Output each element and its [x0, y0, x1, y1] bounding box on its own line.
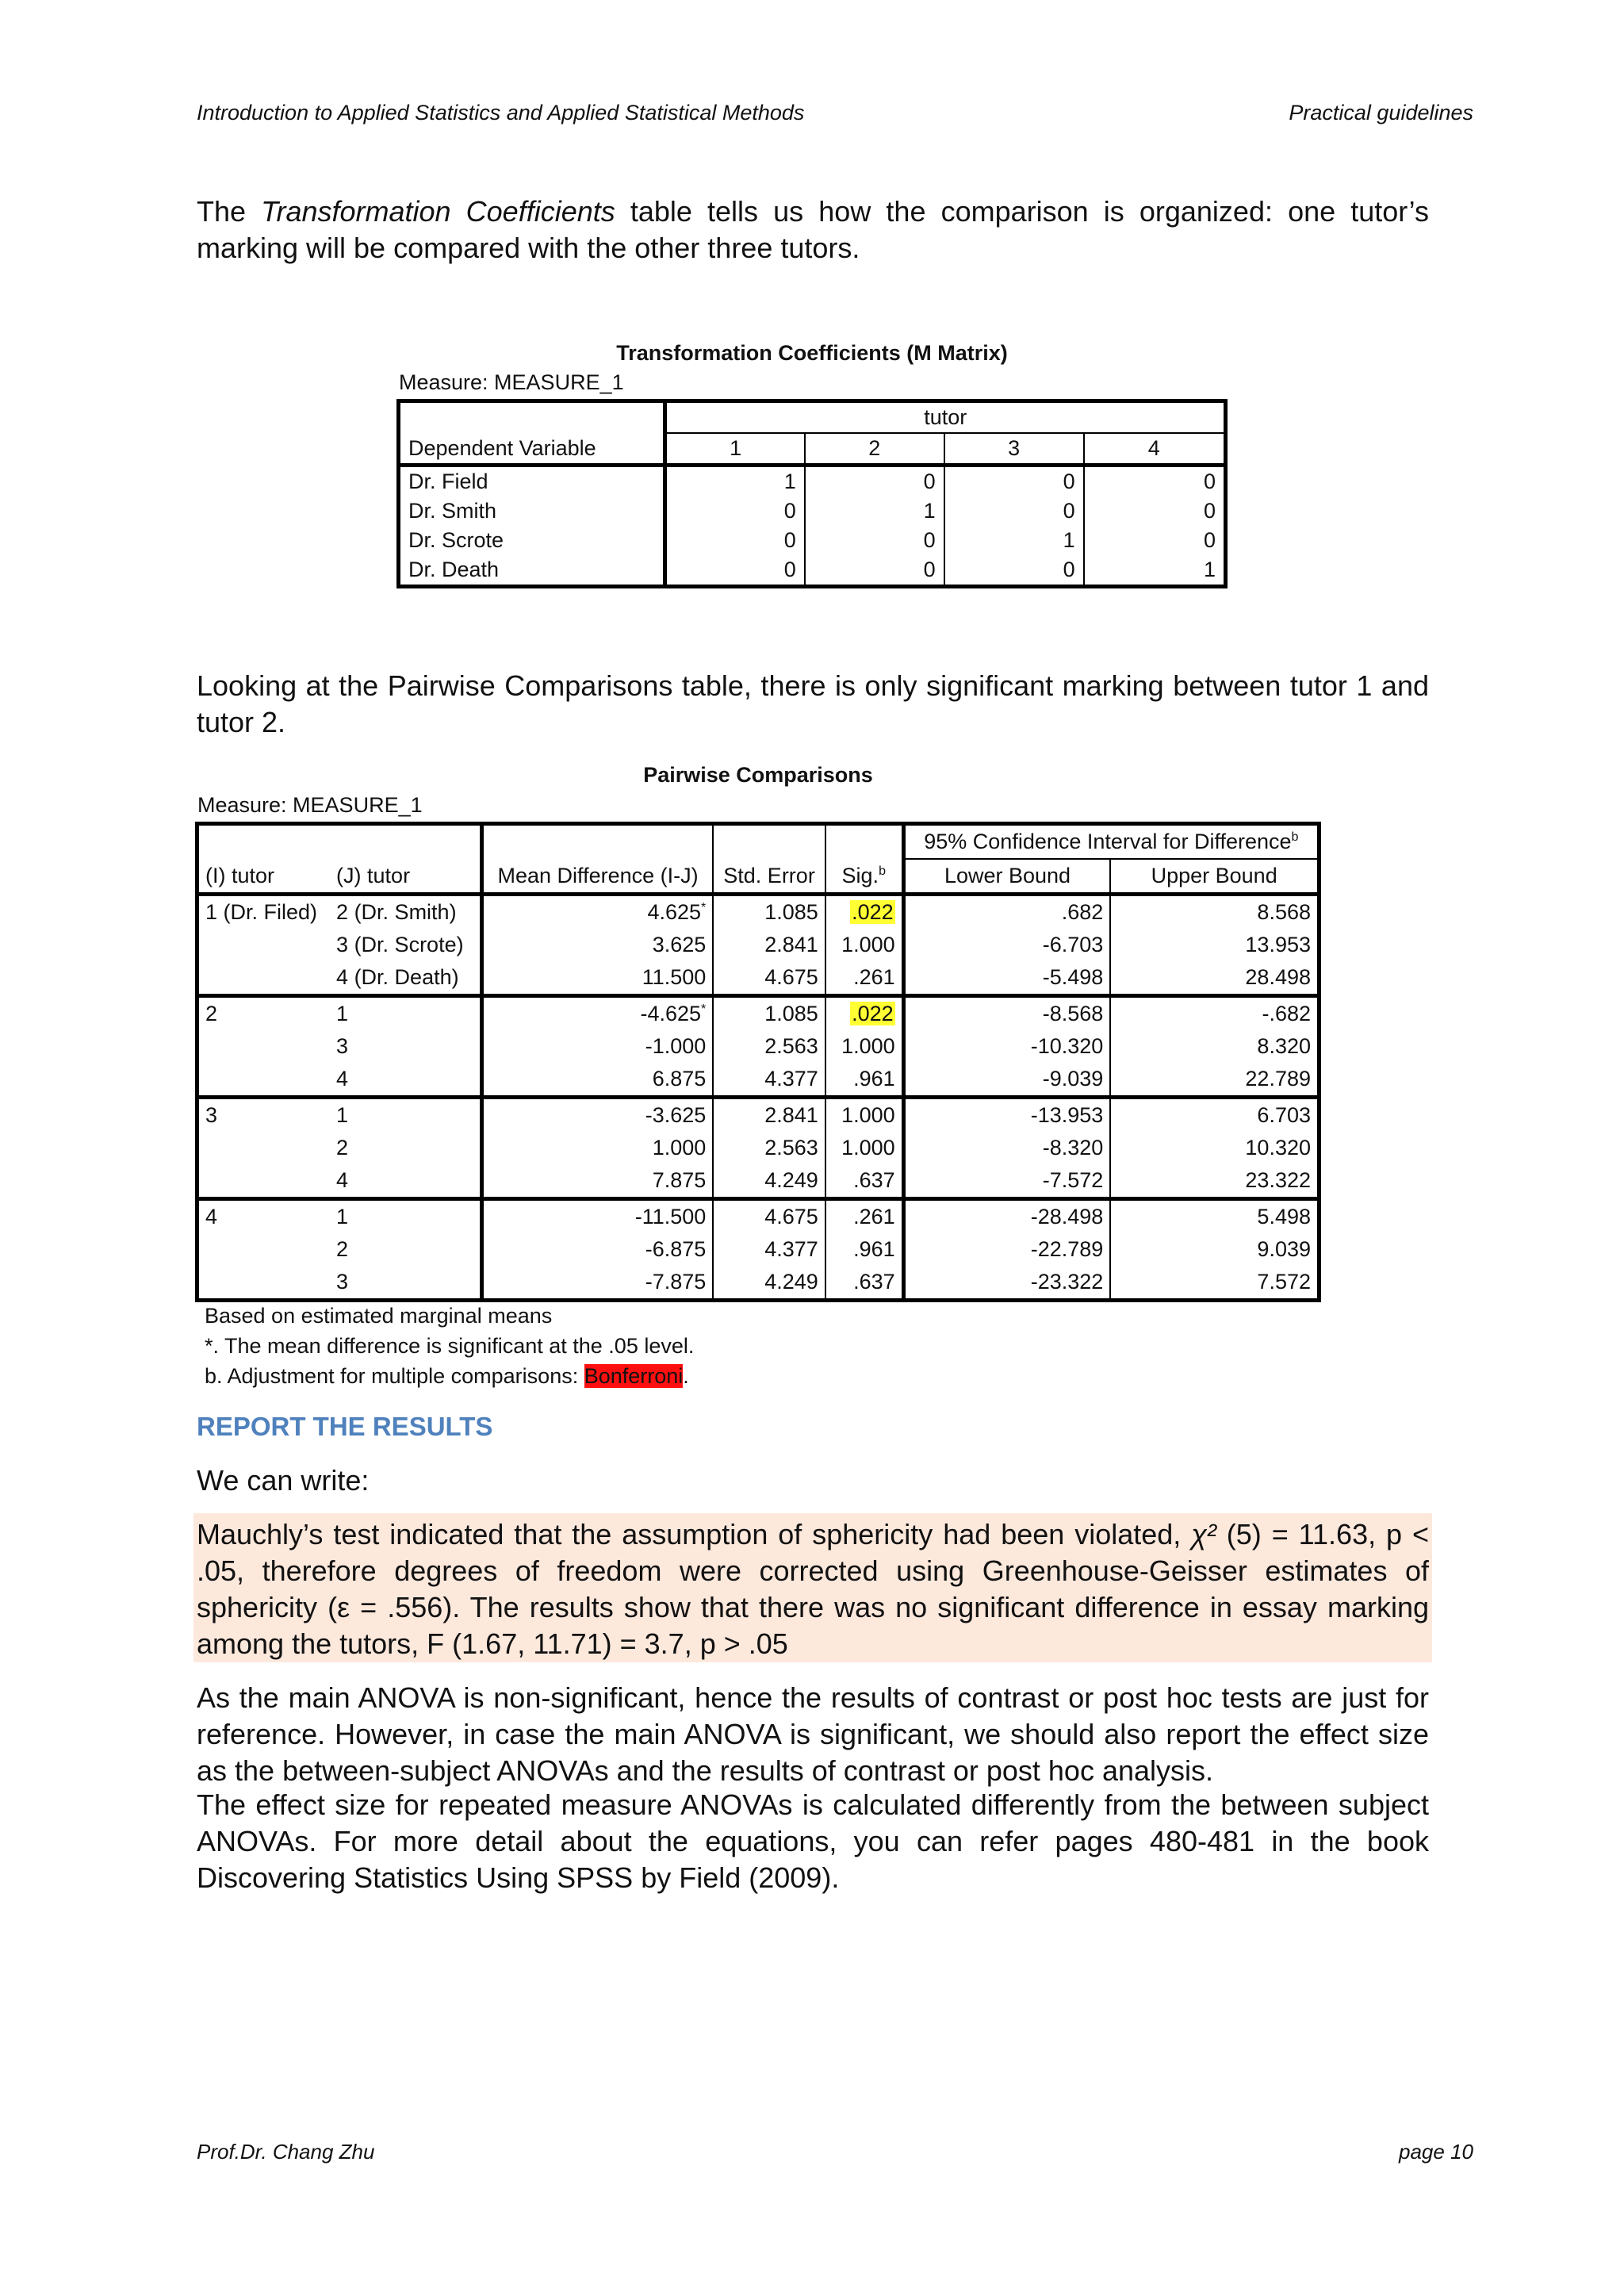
pw-i-tutor: 3: [197, 1098, 331, 1133]
pw-std-error: 1.085: [713, 895, 825, 930]
pw-empty: [481, 824, 713, 860]
pw-mean-diff: [481, 1132, 713, 1164]
report-heading: REPORT THE RESULTS: [197, 1412, 493, 1441]
pw-mean-diff-value: 1.000: [652, 1136, 707, 1159]
tc-cell: 1: [805, 496, 944, 526]
running-header-title: Introduction to Applied Statistics and Applied Statistical Methods: [197, 101, 805, 125]
pw-j-tutor: 2 (Dr. Smith): [330, 895, 481, 930]
pw-lower-bound: -7.572: [903, 1164, 1110, 1199]
pw-sig: [825, 929, 903, 961]
tc-col-header: 3: [944, 433, 1084, 466]
intro-paragraph: [197, 194, 1429, 266]
pw-header-j: (J) tutor: [330, 859, 481, 895]
pw-sig-value: .022: [852, 900, 894, 924]
pairwise-comparisons-table: [195, 822, 1321, 1302]
pw-i-tutor: 2: [197, 996, 331, 1031]
pw-upper-bound: 23.322: [1245, 1168, 1311, 1192]
note-marginal-means: Based on estimated marginal means: [205, 1304, 553, 1328]
pw-std-error: 1.085: [713, 996, 825, 1031]
pw-lower-bound: -8.568: [903, 996, 1110, 1031]
pw-body: [197, 895, 1320, 1301]
pw-upper-bound: 13.953: [1245, 933, 1311, 956]
anova-paragraph: As the main ANOVA is non-significant, hence the results of contrast or post hoc tests are just for reference. However, in case the main ANOVA is significant, we should also report the effect size as the between-subject ANOVAs and the results of contrast or post hoc analysis.: [197, 1681, 1429, 1787]
pw-header-mean: Mean Difference (I-J): [481, 859, 713, 895]
pairwise-table-title: Pairwise Comparisons: [643, 763, 873, 787]
pw-lower-bound: -9.039: [903, 1063, 1110, 1098]
pw-mean-diff: [481, 1199, 713, 1234]
pw-mean-diff-value: 6.875: [652, 1067, 707, 1091]
table-row: [197, 895, 1320, 930]
table-row: [197, 996, 1320, 1031]
pw-sig-footnote-mark: b: [879, 864, 886, 878]
tc-cell: 0: [805, 526, 944, 555]
pw-std-error: 4.377: [713, 1233, 825, 1266]
pw-upper-bound: 8.320: [1257, 1034, 1311, 1058]
pw-sig: [825, 1266, 903, 1301]
table-row: [197, 1030, 1320, 1063]
table-row: [197, 1132, 1320, 1164]
pw-sig: [825, 1063, 903, 1098]
tc-cell: 0: [805, 555, 944, 587]
pw-mean-diff-value: -11.500: [634, 1205, 707, 1228]
pw-mean-diff: [481, 1030, 713, 1063]
pw-header-lower: Lower Bound: [903, 859, 1110, 895]
pairwise-notes: [205, 1301, 694, 1391]
table-row: [399, 555, 1226, 587]
table-row: [197, 1063, 1320, 1098]
pw-i-tutor: [197, 1132, 331, 1164]
pw-lower-bound: .682: [903, 895, 1110, 930]
running-header-section: Practical guidelines: [1289, 101, 1473, 125]
table-row: [197, 1266, 1320, 1301]
pw-mean-diff-value: 3.625: [652, 933, 707, 956]
we-can-write: We can write:: [197, 1464, 370, 1497]
pw-mean-diff-value: 7.875: [652, 1168, 707, 1192]
pw-std-error: 2.563: [713, 1030, 825, 1063]
pw-mean-diff-value: -6.875: [645, 1237, 707, 1261]
pw-std-error: 4.249: [713, 1164, 825, 1199]
pw-i-tutor: [197, 929, 331, 961]
tc-cell: 0: [1203, 470, 1216, 493]
pw-mean-diff: [481, 895, 713, 930]
tc-dv-header: Dependent Variable: [399, 433, 665, 466]
pw-std-error: 2.563: [713, 1132, 825, 1164]
pw-i-tutor: 4: [197, 1199, 331, 1234]
pw-upper-bound: 9.039: [1257, 1237, 1311, 1261]
pw-std-error: 4.377: [713, 1063, 825, 1098]
note-adjustment-end: .: [683, 1364, 689, 1388]
pw-sig-value: .637: [853, 1270, 895, 1294]
transformation-table-title: Transformation Coefficients (M Matrix): [616, 341, 1008, 365]
pw-sig: [825, 996, 903, 1031]
pw-upper-bound: 6.703: [1110, 1098, 1319, 1133]
table-row: [197, 929, 1320, 961]
pairwise-intro-paragraph: Looking at the Pairwise Comparisons table, there is only significant marking between tutor 1 and tutor 2.: [197, 669, 1429, 738]
results-text-post: (5) = 11.63, p < .05, therefore degrees of freedom were corrected using Greenhouse-Geisser estimates of sphericity (ε = .556). The results show that there was no significant difference in essay marking among the tutors, F (1.67, 11.71) = 3.7, p > .05: [197, 1518, 1429, 1660]
tc-cell: 1: [944, 526, 1084, 555]
pw-upper-bound: 5.498: [1110, 1199, 1319, 1234]
pw-header-sig-text: Sig.: [841, 863, 879, 887]
pw-lower-bound: -22.789: [903, 1233, 1110, 1266]
pw-sig-value: .961: [853, 1237, 895, 1261]
pw-mean-diff-value: -4.625: [640, 1002, 702, 1025]
intro-text-pre: The: [197, 195, 262, 228]
pw-std-error: 4.675: [713, 1199, 825, 1234]
pw-i-tutor: [197, 1233, 331, 1266]
transformation-coefficients-table: [396, 399, 1228, 588]
pw-header-sig: [825, 859, 903, 895]
pw-sig: [825, 961, 903, 996]
pw-sig-value: 1.000: [841, 933, 895, 956]
pw-i-tutor: [197, 1164, 331, 1199]
pw-sig-value: .022: [852, 1002, 894, 1025]
table-row: [197, 961, 1320, 996]
pw-i-tutor: [197, 1266, 331, 1301]
tc-corner: [399, 401, 665, 434]
pw-mean-diff: [481, 1233, 713, 1266]
pw-j-tutor: 3 (Dr. Scrote): [330, 929, 481, 961]
pw-mean-diff-value: 4.625: [647, 900, 702, 924]
pw-j-tutor: 1: [330, 996, 481, 1031]
tc-cell: 0: [944, 496, 1084, 526]
pw-lower-bound: -10.320: [903, 1030, 1110, 1063]
table-row: [399, 526, 1226, 555]
pw-j-tutor: 2: [330, 1132, 481, 1164]
pw-j-tutor: 1: [330, 1199, 481, 1234]
pw-i-tutor: 1 (Dr. Filed): [205, 900, 318, 924]
pw-lower-bound: -5.498: [903, 961, 1110, 996]
tc-group-header: tutor: [665, 401, 1226, 434]
pw-sig-value: 1.000: [841, 1034, 895, 1058]
pairwise-table-measure: Measure: MEASURE_1: [197, 793, 423, 817]
pw-mean-diff-value: -3.625: [645, 1103, 707, 1127]
chi-square-symbol: χ²: [1191, 1518, 1216, 1550]
pw-mean-diff: [481, 961, 713, 996]
table-row: [197, 1098, 1320, 1133]
note-significance: *. The mean difference is significant at the .05 level.: [205, 1334, 695, 1358]
pw-j-tutor: 4: [330, 1063, 481, 1098]
table-row: [197, 1233, 1320, 1266]
tc-cell: 0: [1203, 528, 1216, 552]
tc-cell: 0: [665, 555, 805, 587]
tc-cell: 0: [805, 466, 944, 497]
intro-text-post: table tells us how the comparison is organized: one tutor’s marking will be compared with the other three tutors.: [197, 195, 1429, 264]
pw-mean-diff: [481, 996, 713, 1031]
pw-std-error: 2.841: [713, 1098, 825, 1133]
tc-cell: 0: [665, 496, 805, 526]
pw-corner: [197, 824, 482, 860]
tc-cell: 0: [944, 466, 1084, 497]
intro-text-italic: Transformation Coefficients: [261, 195, 615, 228]
pw-mean-diff: [481, 1098, 713, 1133]
tc-row-label: Dr. Death: [399, 555, 665, 587]
pw-sig-value: .637: [853, 1168, 895, 1192]
pw-mean-diff-value: -7.875: [645, 1270, 707, 1294]
results-paragraph: [197, 1516, 1429, 1662]
pw-sig-value: .261: [853, 1205, 895, 1228]
pw-sig-value: .261: [853, 965, 895, 989]
pw-ci-header-text: 95% Confidence Interval for Difference: [924, 830, 1292, 853]
pw-header-se: Std. Error: [713, 859, 825, 895]
pw-empty: [825, 824, 903, 860]
pw-std-error: 4.249: [713, 1266, 825, 1301]
pw-lower-bound: -23.322: [903, 1266, 1110, 1301]
pw-sig-value: 1.000: [841, 1103, 895, 1127]
pw-upper-bound: -.682: [1110, 996, 1319, 1031]
pw-mean-diff-value: 11.500: [642, 965, 707, 989]
pw-mean-diff: [481, 1164, 713, 1199]
results-text-pre: Mauchly’s test indicated that the assumption of sphericity had been violated,: [197, 1518, 1192, 1550]
pw-header-i: (I) tutor: [197, 859, 331, 895]
pw-std-error: 4.675: [713, 961, 825, 996]
pw-sig: [825, 1233, 903, 1266]
footer-page-number: page 10: [1399, 2140, 1473, 2164]
pw-j-tutor: 3: [330, 1030, 481, 1063]
pw-i-tutor: [197, 961, 331, 996]
pw-sig-value: .961: [853, 1067, 895, 1091]
pw-significance-mark: *: [701, 1002, 707, 1016]
pw-sig: [825, 1098, 903, 1133]
pw-j-tutor: 4 (Dr. Death): [330, 961, 481, 996]
pw-upper-bound: 28.498: [1245, 965, 1311, 989]
pw-mean-diff: [481, 929, 713, 961]
table-row: [399, 496, 1226, 526]
pw-upper-bound: 10.320: [1245, 1136, 1311, 1159]
table-row: [197, 1164, 1320, 1199]
tc-col-header: 4: [1084, 433, 1226, 466]
pw-sig: [825, 1030, 903, 1063]
pw-lower-bound: -8.320: [903, 1132, 1110, 1164]
tc-cell: 1: [1203, 558, 1216, 581]
tc-cell: 0: [665, 526, 805, 555]
table-row: [399, 466, 1226, 497]
pw-mean-diff: [481, 1063, 713, 1098]
pw-lower-bound: -6.703: [903, 929, 1110, 961]
pw-ci-header: [903, 824, 1319, 860]
effect-size-paragraph: The effect size for repeated measure ANOVAs is calculated differently from the between subject ANOVAs. For more detail about the equations, you can refer pages 480-481 in the book Discovering Statistics Using SPSS by Field (2009).: [197, 1788, 1429, 1894]
tc-col-header: 2: [805, 433, 944, 466]
tc-cell: 0: [1203, 499, 1216, 523]
pw-sig-value: 1.000: [841, 1136, 895, 1159]
note-adjustment-text: b. Adjustment for multiple comparisons:: [205, 1364, 584, 1388]
tc-col-header: 1: [665, 433, 805, 466]
pw-j-tutor: 1: [330, 1098, 481, 1133]
pw-upper-bound: 7.572: [1257, 1270, 1311, 1294]
tc-cell: 0: [944, 555, 1084, 587]
pw-lower-bound: -28.498: [903, 1199, 1110, 1234]
footer-author: Prof.Dr. Chang Zhu: [197, 2140, 375, 2164]
pw-j-tutor: 2: [330, 1233, 481, 1266]
tc-row-label: Dr. Smith: [399, 496, 665, 526]
note-adjustment: [205, 1361, 694, 1391]
pw-significance-mark: *: [701, 901, 707, 914]
pw-i-tutor: [197, 1030, 331, 1063]
pw-sig: [825, 895, 903, 930]
transformation-table-measure: Measure: MEASURE_1: [399, 370, 624, 394]
pw-mean-diff: [481, 1266, 713, 1301]
pw-i-tutor: [197, 1063, 331, 1098]
table-row: [197, 1199, 1320, 1234]
tc-cell: 1: [665, 466, 805, 497]
pw-upper-bound: 22.789: [1245, 1067, 1311, 1091]
pw-j-tutor: 3: [330, 1266, 481, 1301]
pw-sig: [825, 1164, 903, 1199]
pw-sig: [825, 1132, 903, 1164]
pw-j-tutor: 4: [330, 1164, 481, 1199]
tc-row-label: Dr. Scrote: [399, 526, 665, 555]
pw-mean-diff-value: -1.000: [645, 1034, 707, 1058]
pw-sig: [825, 1199, 903, 1234]
pw-ci-footnote-mark: b: [1291, 830, 1299, 844]
pw-std-error: 2.841: [713, 929, 825, 961]
bonferroni-highlight: Bonferroni: [584, 1364, 684, 1388]
pw-upper-bound: 8.568: [1257, 900, 1311, 924]
pw-header-upper: Upper Bound: [1110, 859, 1319, 895]
pw-empty: [713, 824, 825, 860]
tc-row-label: Dr. Field: [399, 466, 665, 497]
pw-lower-bound: -13.953: [903, 1098, 1110, 1133]
